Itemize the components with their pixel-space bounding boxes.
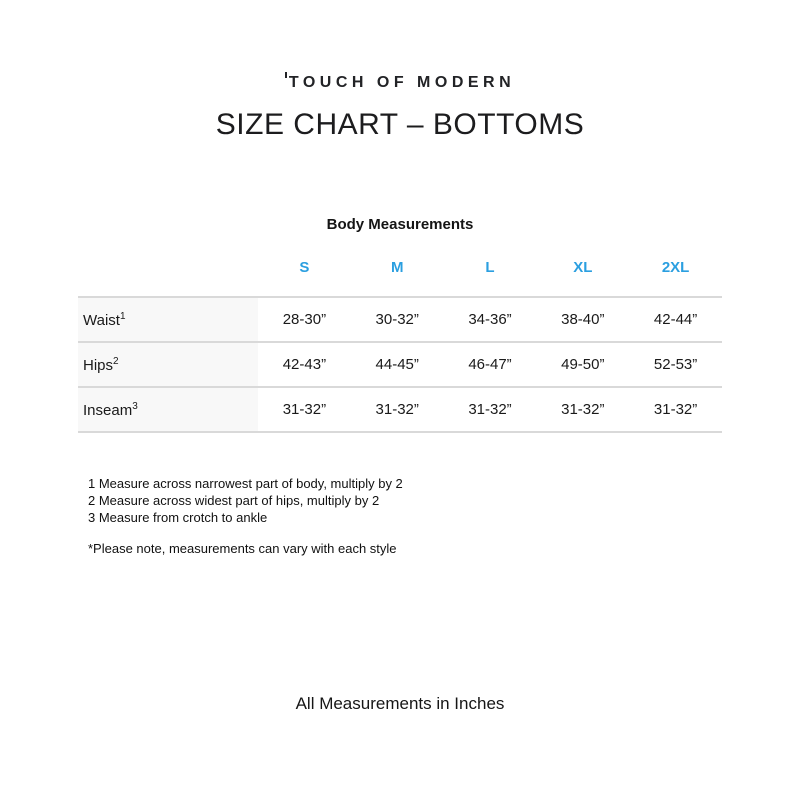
row-label-text: Hips [83,356,114,374]
cell-waist-xl: 38-40” [561,311,605,328]
size-header-row [78,233,722,297]
size-header-l: L [485,259,495,276]
footnote-ref: 1 [119,310,126,322]
size-table-header [78,233,722,297]
size-table-body [78,297,722,432]
footnote-ref: 3 [132,400,138,412]
row-label-text: Inseam [83,401,133,419]
row-label-waist [78,297,258,342]
table-caption: Body Measurements [326,216,474,233]
cell-hips-s: 42-43” [282,356,327,373]
size-header-s: S [299,259,310,276]
size-header-m: M [390,259,404,276]
footnotes-block [78,475,722,557]
cell-waist-2xl: 42-44” [653,311,698,328]
cell-inseam-s: 31-32” [282,401,327,418]
footnote-2: 2 Measure across widest part of hips, multiply by 2 [88,493,380,508]
table-row-waist [78,297,722,342]
cell-inseam-l: 31-32” [468,401,512,418]
size-header-empty [78,233,258,297]
row-label-inseam [78,387,258,432]
cell-inseam-m: 31-32” [375,401,419,418]
footnote-1: 1 Measure across narrowest part of body, multiply by 2 [88,476,403,491]
cell-waist-m: 30-32” [375,311,419,328]
table-row-inseam [78,387,722,432]
cell-hips-l: 46-47” [468,356,512,373]
brand-logo [0,72,800,92]
cell-inseam-xl: 31-32” [561,401,605,418]
cell-hips-2xl: 52-53” [653,356,698,373]
page-title: SIZE CHART – BOTTOMS [215,108,585,141]
cell-inseam-2xl: 31-32” [653,401,698,418]
cell-hips-m: 44-45” [375,356,419,373]
style-variation-note: *Please note, measurements can vary with each style [88,541,397,556]
cell-hips-xl: 49-50” [561,356,605,373]
cell-waist-s: 28-30” [282,311,327,328]
footnote-ref: 2 [113,355,119,367]
cell-waist-l: 34-36” [468,311,512,328]
measurement-unit-footer: All Measurements in Inches [295,694,505,713]
size-table [78,233,722,433]
table-row-hips [78,342,722,387]
row-label-text: Waist [83,311,120,329]
footnote-3: 3 Measure from crotch to ankle [88,510,268,525]
row-label-hips [78,342,258,387]
size-header-2xl: 2XL [661,259,690,276]
brand-name: TOUCH OF MODERN [288,74,516,91]
size-header-xl: XL [573,259,593,276]
logo-tick-icon [285,72,287,78]
